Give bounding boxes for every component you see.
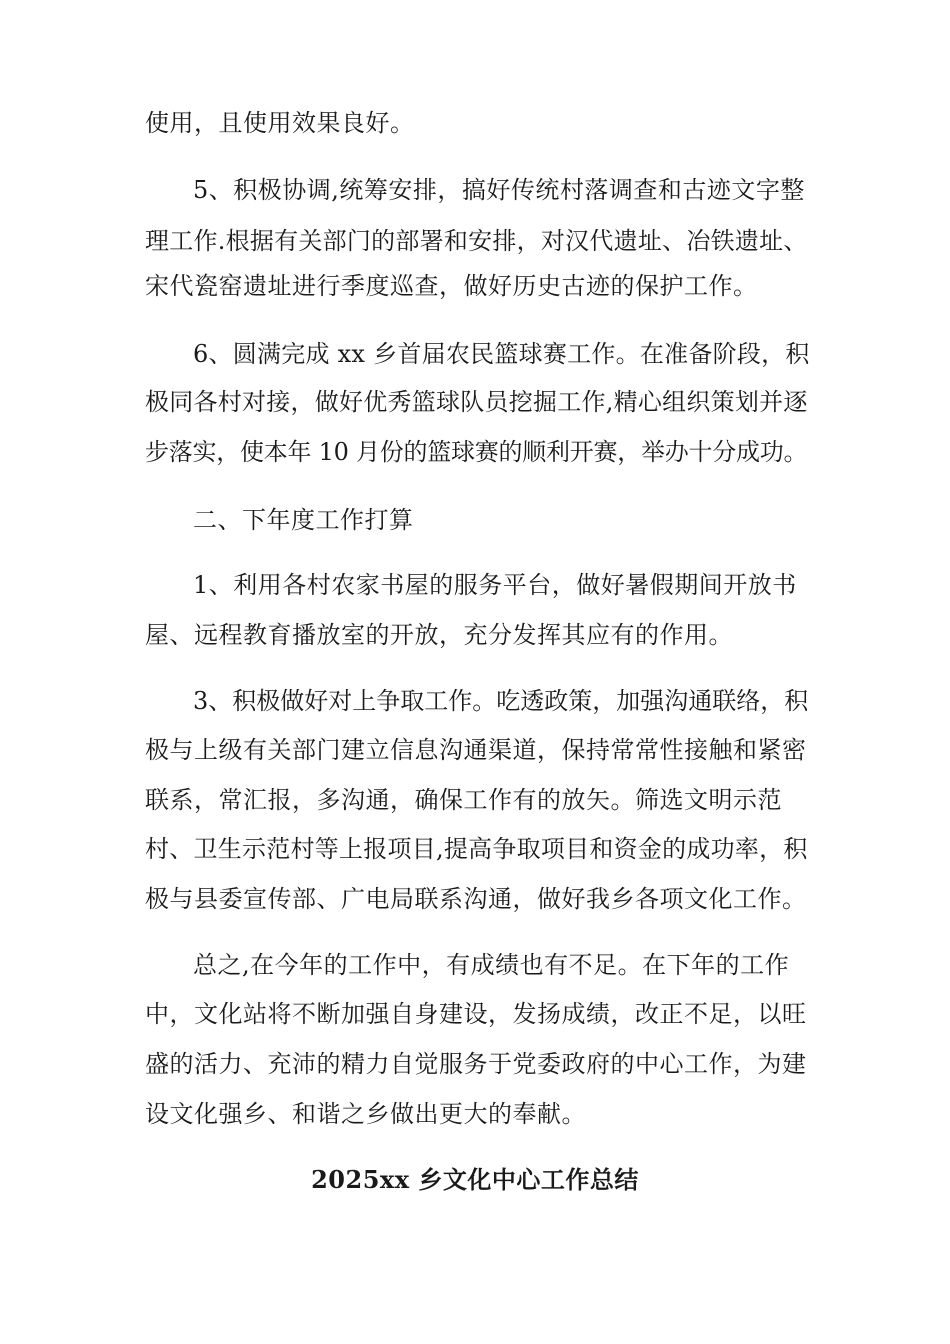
paragraph-line: 理工作.根据有关部门的部署和安排，对汉代遗址、冶铁遗址、 bbox=[145, 227, 808, 255]
paragraph-line: 宋代瓷窑遗址进行季度巡查，做好历史古迹的保护工作。 bbox=[145, 272, 758, 300]
paragraph-line: 盛的活力、充沛的精力自觉服务于党委政府的中心工作，为建 bbox=[145, 1050, 807, 1078]
paragraph-line: 1、利用各村农家书屋的服务平台，做好暑假期间开放书 bbox=[193, 571, 797, 599]
paragraph-line: 中，文化站将不断加强自身建设，发扬成绩，改正不足，以旺 bbox=[145, 1000, 807, 1028]
paragraph-line: 5、积极协调,统筹安排，搞好传统村落调查和古迹文字整 bbox=[193, 176, 805, 204]
paragraph-line: 3、积极做好对上争取工作。吃透政策，加强沟通联络，积 bbox=[193, 687, 809, 715]
paragraph-line: 极与县委宣传部、广电局联系沟通，做好我乡各项文化工作。 bbox=[145, 885, 807, 913]
paragraph-line: 极同各村对接，做好优秀篮球队员挖掘工作,精心组织策划并逐 bbox=[145, 388, 808, 416]
paragraph-line: 屋、远程教育播放室的开放，充分发挥其应有的作用。 bbox=[145, 621, 733, 649]
section-heading: 二、下年度工作打算 bbox=[193, 506, 414, 534]
paragraph-line: 设文化强乡、和谐之乡做出更大的奉献。 bbox=[145, 1100, 586, 1128]
paragraph-line: 6、圆满完成 xx 乡首届农民篮球赛工作。在准备阶段，积 bbox=[193, 340, 810, 368]
paragraph-line: 极与上级有关部门建立信息沟通渠道，保持常常性接触和紧密 bbox=[145, 736, 807, 764]
paragraph-line: 使用，且使用效果良好。 bbox=[145, 109, 415, 137]
paragraph-line: 联系，常汇报，多沟通，确保工作有的放矢。筛选文明示范 bbox=[145, 786, 782, 814]
document-title: 2025xx 乡文化中心工作总结 bbox=[311, 1165, 639, 1194]
paragraph-line: 步落实，使本年 10 月份的篮球赛的顺利开赛，举办十分成功。 bbox=[145, 438, 808, 466]
paragraph-line: 村、卫生示范村等上报项目,提高争取项目和资金的成功率，积 bbox=[145, 835, 808, 863]
paragraph-line: 总之,在今年的工作中，有成绩也有不足。在下年的工作 bbox=[193, 951, 790, 979]
